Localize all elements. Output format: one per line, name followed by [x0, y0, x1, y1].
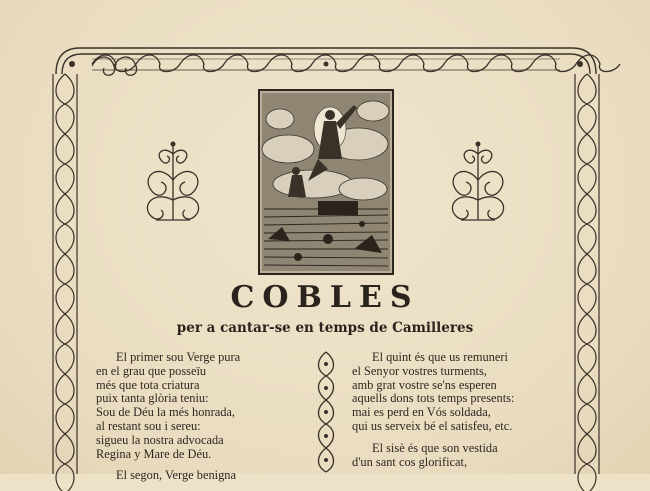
verse-line: Regina y Mare de Déu.: [96, 446, 212, 461]
verse-line: El sisè és que son vestida: [372, 440, 498, 455]
stanza: [96, 469, 306, 483]
verse-line: El segon, Verge benigna: [116, 468, 236, 483]
verse-line: El primer sou Verge pura: [116, 350, 241, 364]
column-divider-ornament: [312, 350, 340, 474]
ornamental-border-left: [50, 74, 80, 474]
verse-line: mai es perd en Vós soldada,: [352, 405, 491, 420]
fleuron-ornament-right: [443, 140, 513, 224]
verse-line: Sou de Déu la més honrada,: [96, 405, 236, 420]
verse-line: amb grat vostre se'ns esperen: [352, 377, 497, 392]
verse-line: sigueu la nostra advocada: [96, 432, 224, 447]
ornamental-border-top: [52, 44, 600, 78]
verse-line: aquells dons tots temps presents:: [352, 391, 515, 406]
document-title: COBLES: [230, 280, 420, 315]
document-subtitle: per a cantar-se en temps de Camilleres: [176, 320, 474, 336]
verse-line: més que tota criatura: [96, 377, 200, 392]
stanza: [352, 442, 572, 470]
stanza: [96, 351, 306, 461]
verse-line: en el grau que posseïu: [96, 363, 207, 378]
ornamental-border-right: [572, 74, 602, 474]
woodcut-illustration: [258, 89, 394, 275]
verse-column-left: [96, 351, 306, 491]
verse-line: d'un sant cos glorificat,: [352, 454, 468, 469]
fleuron-ornament-left: [138, 140, 208, 224]
stanza: [352, 351, 572, 434]
verse-line: puix tanta glòria teniu:: [96, 391, 209, 406]
verse-line: El quint és que us remuneri: [372, 350, 508, 364]
verse-line: qui us serveix bé el satisfeu, etc.: [352, 418, 513, 433]
verse-line: el Senyor vostres turments,: [352, 363, 487, 378]
verse-column-right: [352, 351, 572, 477]
verse-line: al restant sou i sereu:: [96, 418, 201, 433]
